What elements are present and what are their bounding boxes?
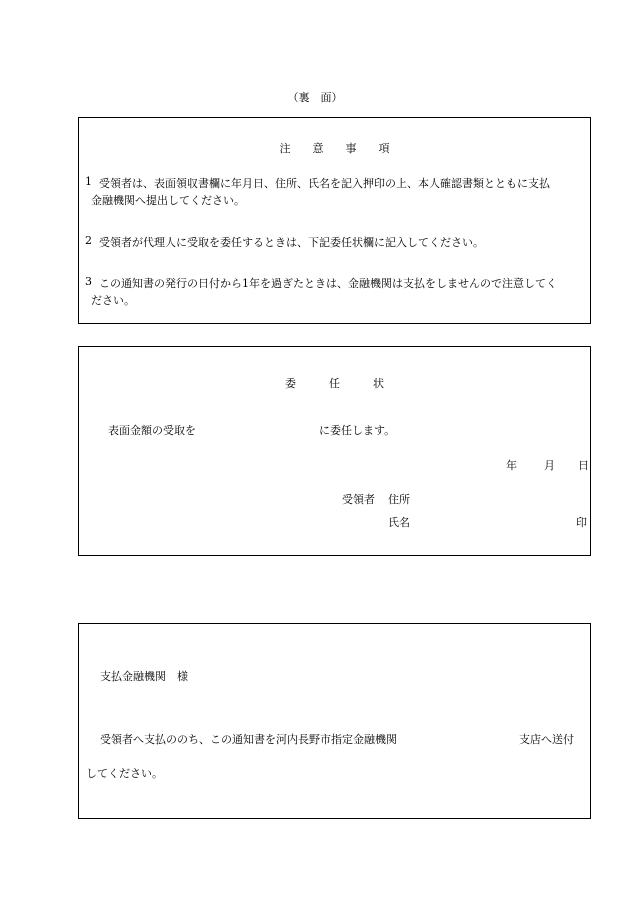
bank-instruction-before: 受領者へ支払ののち、この通知書を河内長野市指定金融機関	[100, 733, 397, 746]
proxy-recipient-label: 受領者	[342, 493, 375, 506]
note-1-line1: 受領者は、表面領収書欄に年月日、住所、氏名を記入押印の上、本人確認書類とともに支払	[99, 177, 550, 190]
proxy-text-after: に委任します。	[319, 424, 396, 437]
page-side-label: （裏 面）	[287, 91, 343, 104]
note-1-line2: 金融機関へ提出してください。	[91, 194, 245, 207]
bank-instruction-after: 支店へ送付	[519, 733, 574, 746]
note-3-line2: ださい。	[91, 294, 135, 307]
proxy-title: 委 任 状	[285, 377, 384, 390]
notes-section	[78, 117, 591, 324]
proxy-date-year: 年	[506, 459, 517, 472]
note-2-line1: 受領者が代理人に受取を委任するときは、下記委任状欄に記入してください。	[99, 236, 484, 249]
note-1-number: 1	[85, 175, 92, 188]
note-3-number: 3	[85, 275, 92, 288]
notes-title: 注 意 事 項	[279, 142, 390, 155]
bank-instruction-line2: してください。	[86, 767, 163, 780]
bank-section	[78, 623, 591, 819]
proxy-seal-label: 印	[576, 516, 587, 529]
proxy-text-before: 表面金額の受取を	[108, 424, 196, 437]
bank-addressee: 支払金融機関 様	[100, 670, 188, 683]
note-2-number: 2	[85, 234, 92, 247]
proxy-date-day: 日	[578, 459, 589, 472]
proxy-section	[78, 346, 591, 556]
note-3-line1: この通知書の発行の日付から1年を過ぎたときは、金融機関は支払をしませんので注意してく	[99, 277, 557, 290]
proxy-date-month: 月	[544, 459, 555, 472]
proxy-address-label: 住所	[388, 493, 410, 506]
proxy-name-label: 氏名	[388, 516, 410, 529]
